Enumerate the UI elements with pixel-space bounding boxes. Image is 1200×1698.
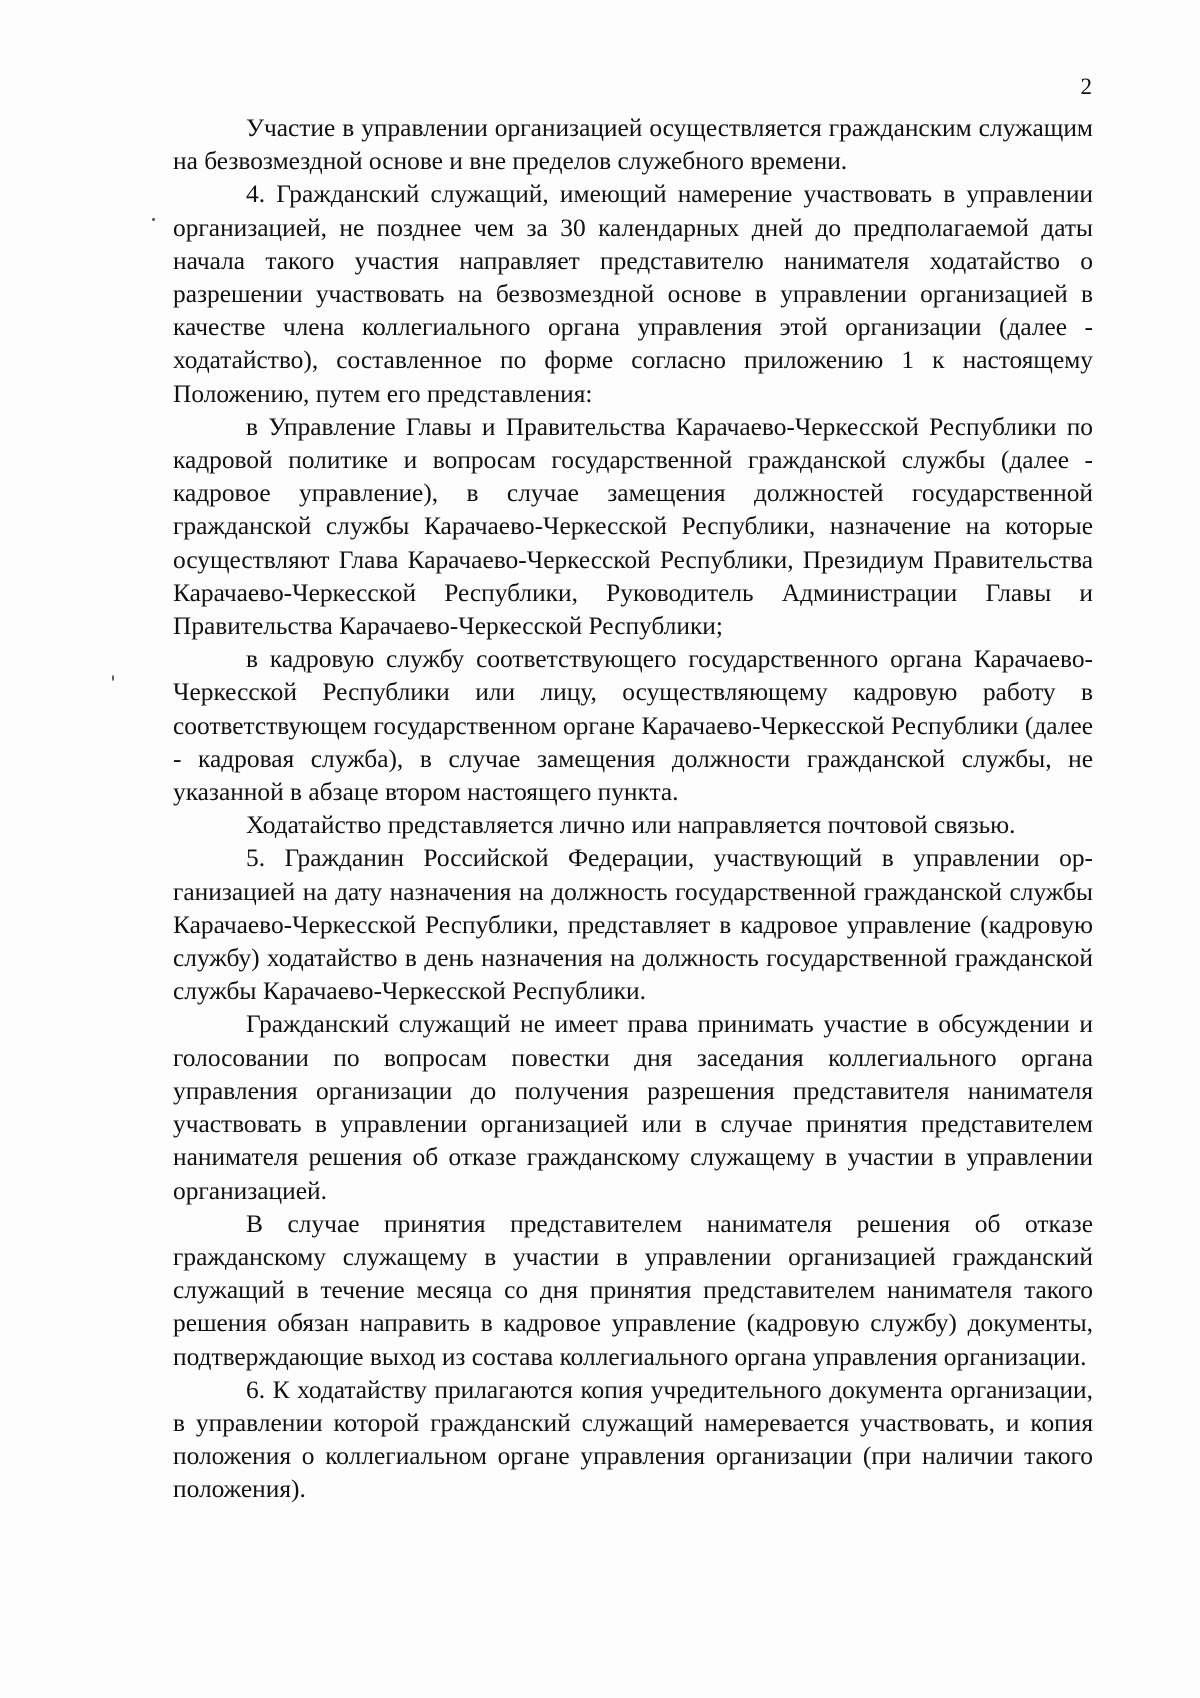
paragraph-hr-department: в Управление Главы и Правительства Карачаево-Черкесской Республики по кадровой политике и вопросам государственной гражданской службы (далее - кадровое управление), в случае замещения должностей государственной гражданской службы Карачаево-Черкесской Республики, назначение на которые осуществляют Глава Карачаево-Черкесской Республики, Президиум Правительства Карачаево-Черкесской Республики, Руководитель Администрации Главы и Правительства Карачаево-Черкесской Республики; [173, 412, 1093, 641]
paragraph-clause-4: 4. Гражданский служащий, имеющий намерение участвовать в управлении организацией, не позднее чем за 30 календарных дней до предполагаемой даты начала такого участия направляет представителю нанимателя ходатайство о разрешении участвовать на безвозмездной основе в управлении организацией в качестве члена коллегиального органа управления этой организации (далее - ходатайство), составленное по форме согласно приложению 1 к настоящему Положению, путем его представления: [173, 180, 1093, 408]
paragraph-voting-restriction: Гражданский служащий не имеет права принимать участие в обсуждении и голосовании по вопросам повестки дня заседания коллегиального органа управления организации до получения разрешения представителя нанимателя участвовать в управлении организацией или в случае принятия представителем нанимателя решения об отказе гражданскому служащему в участии в управлении организацией. [173, 1010, 1093, 1205]
paragraph-clause-6: 6. К ходатайству прилагаются копия учредительного документа организации, в управлении которой гражданский служащий намеревается участвовать, и копия положения о коллегиальном органе управления организации (при наличии такого положения). [173, 1375, 1093, 1504]
paragraph-clause-5: 5. Гражданин Российской Федерации, участвующий в управлении организацией на дату назначения на должность государственной гражданской службы Карачаево-Черкесской Республики, представляет в кадровое управление (кадровую службу) ходатайство в день назначения на должность государственной гражданской службы Карачаево-Черкесской Республики. [173, 844, 1093, 1006]
paragraph-hr-service: в кадровую службу соответствующего государственного органа Карачаево-Черкесской Республики или лицу, осуществляющему кадровую работу в соответствующем государственном органе Карачаево-Черкесской Республики (далее - кадровая служба), в случае замещения должности гражданской службы, не указанной в абзаце втором настоящего пункта. [173, 645, 1093, 807]
page-number: 2 [1080, 74, 1092, 99]
paragraph-refusal-case: В случае принятия представителем нанимателя решения об отказе гражданскому служащему в участии в управлении организацией гражданский служащий в течение месяца со дня принятия представителем нанимателя такого решения обязан направить в кадровое управление (кадровую службу) документы, подтверждающие выход из состава коллегиального органа управления организации. [173, 1209, 1093, 1371]
paragraph-submission-method: Ходатайство представляется лично или направляется почтовой связью. [246, 811, 1016, 840]
paragraph-participation-terms: Участие в управлении организацией осуществляется гражданским служащим на безвозмездной основе и вне пределов служебного времени. [173, 114, 1093, 176]
scan-speck [112, 675, 114, 681]
scan-speck [152, 218, 155, 221]
document-body [173, 112, 1093, 1507]
